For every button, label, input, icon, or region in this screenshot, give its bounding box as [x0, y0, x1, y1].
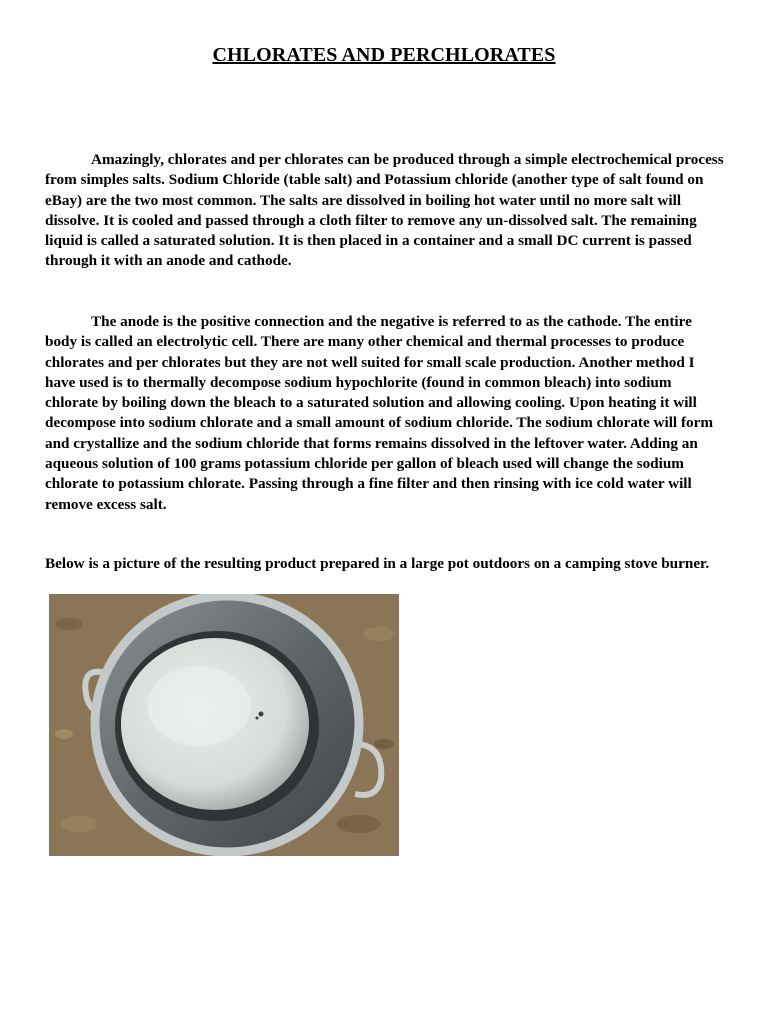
- speck: [259, 712, 264, 717]
- pot-illustration: [49, 594, 399, 856]
- paragraph-intro: Amazingly, chlorates and per chlorates can be produced through a simple electrochemical process from simples salts. Sodium Chloride (table salt) and Potassium chloride (another type of salt found on eBay) are the two most common. The salts are dissolved in boiling hot water until no more salt will dissolve. It is cooled and passed through a cloth filter to remove any un-dissolved salt. The remaining liquid is called a saturated solution. It is then placed in a container and a small DC current is passed through it with an anode and cathode.: [45, 151, 724, 270]
- product-photo: [49, 594, 399, 856]
- paragraph-electrolytic-cell: The anode is the positive connection and the negative is referred to as the cathode. The entire body is called an electrolytic cell. There are many other chemical and thermal processes to produce chlorates and per chlorates but they are not well suited for small scale production. Another method I have used is to thermally decompose sodium hypochlorite (found in common bleach) into sodium chlorate by boiling down the bleach to a saturated solution and allowing cooling. Upon heating it will decompose into sodium chlorate and a small amount of sodium chloride. The sodium chlorate will form and crystallize and the sodium chloride that forms remains dissolved in the leftover water. Adding an aqueous solution of 100 grams potassium chloride per gallon of bleach used will change the sodium chlorate to potassium chlorate. Passing through a fine filter and then rinsing with ice cold water will remove excess salt.: [45, 313, 713, 513]
- page-title: CHLORATES AND PERCHLORATES: [212, 44, 556, 66]
- speck: [256, 717, 259, 720]
- crystal-sheen: [147, 666, 251, 746]
- paragraph-photo-caption: Below is a picture of the resulting product prepared in a large pot outdoors on a camping stove burner.: [45, 555, 710, 572]
